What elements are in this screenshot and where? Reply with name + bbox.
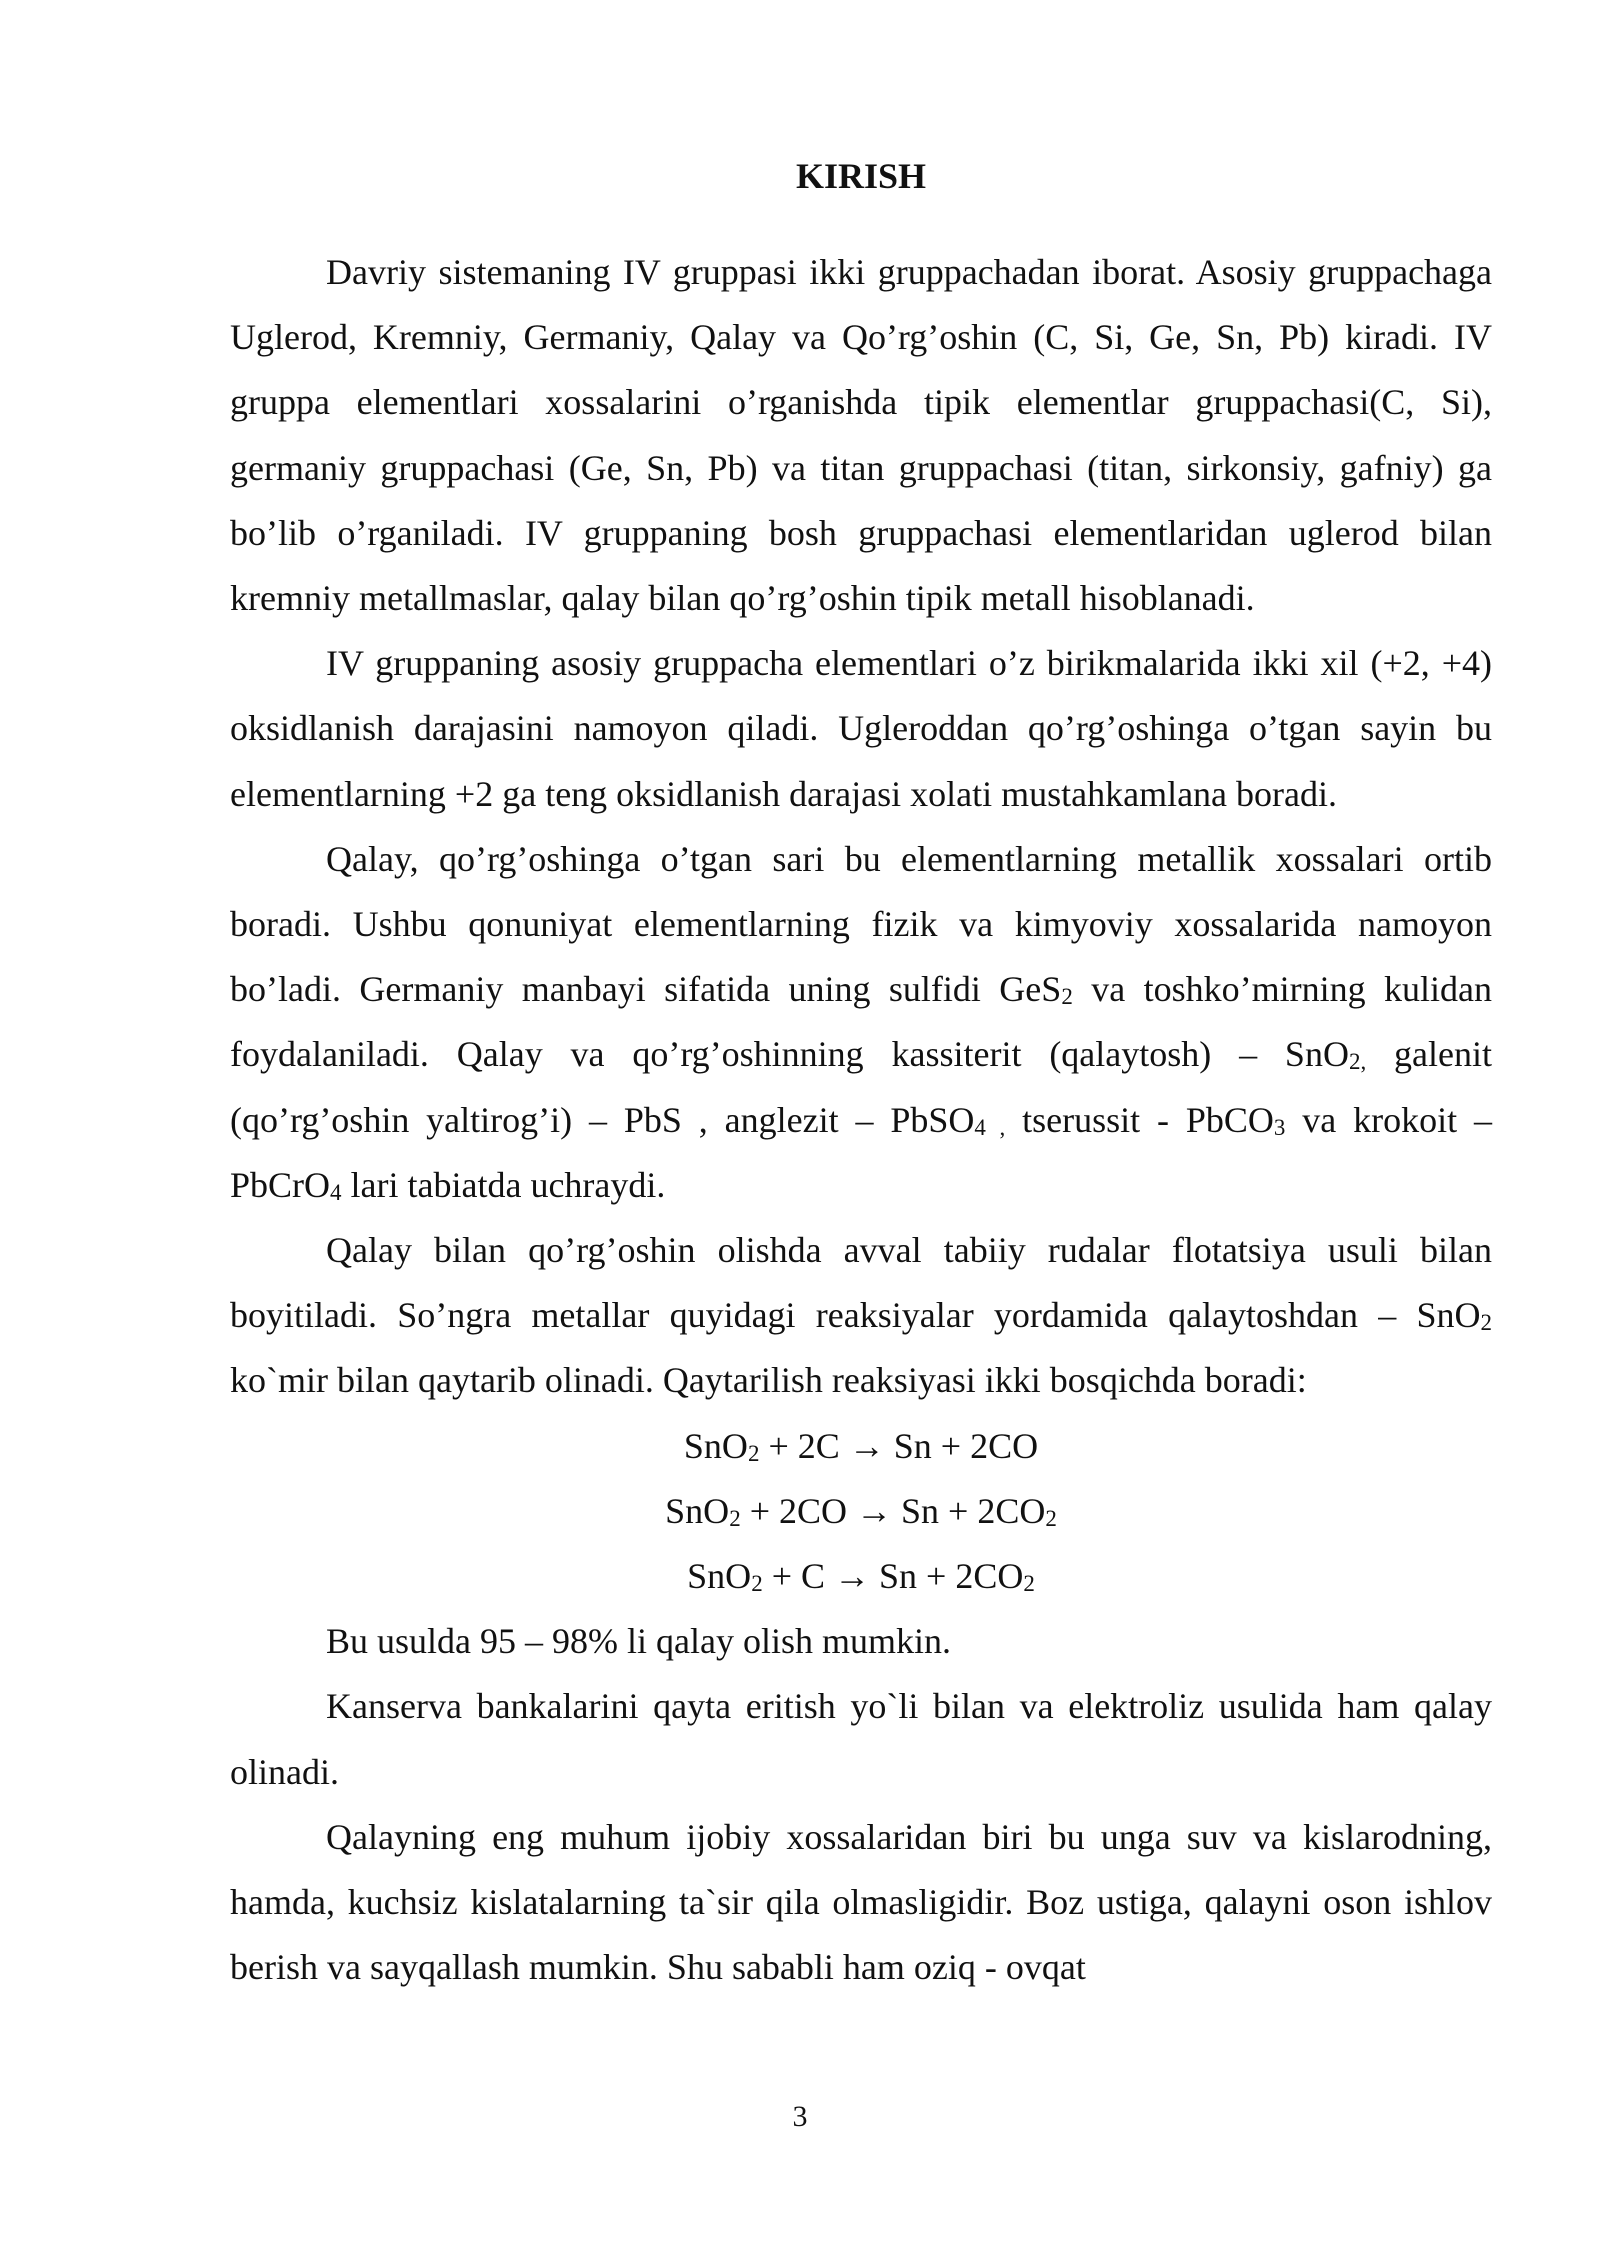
paragraph-6: Kanserva bankalarini qayta eritish yo`li bilan va elektroliz usulida ham qalay olinadi. [230, 1686, 1492, 1792]
paragraph-3 [230, 827, 1492, 1218]
equation-part: SnO [665, 1490, 730, 1531]
paragraph-7: Qalayning eng muhum ijobiy xossalaridan biri bu unga suv va kislarodning, hamda, kuchsiz kislatalarning ta`sir qila olmasligidir. Boz ustiga, qalayni oson ishlov berish va sayqallash mumkin. Shu sababli ham oziq - ovqat [230, 1816, 1492, 1988]
paragraph-3-text-1: Qalay, qo’rg’oshinga o’tgan sari bu elementlarning metallik xossalari ortib boradi. Ushbu qonuniyat elementlarning fizik va kimyoviy xossalarida namoyon bo’ladi. Germaniy manbayi sifatida uning sulfidi GeS [230, 838, 1492, 1010]
equation-part: SnO [687, 1556, 752, 1597]
subscript: 3 [1273, 1114, 1286, 1140]
paragraph-3-text-5: va krokoit – PbCrO [230, 1099, 1492, 1205]
equation-part: + 2CO → Sn + 2CO [740, 1490, 1046, 1531]
paragraph-3-text-3: galenit (qo’rg’oshin yaltirog’i) – PbS , anglezit – PbSO [230, 1034, 1492, 1140]
paragraph-4 [230, 1218, 1492, 1414]
subscript: 2 [729, 1505, 741, 1531]
paragraph-5: Bu usulda 95 – 98% li qalay olish mumkin. [326, 1621, 951, 1662]
subscript: 4 , [974, 1114, 1006, 1140]
paragraph-3-text-4: tserussit - PbCO [1005, 1099, 1274, 1140]
equation-3 [230, 1544, 1492, 1609]
equation-part: SnO [683, 1425, 748, 1466]
page-number: 3 [792, 2100, 808, 2133]
equation-2 [230, 1479, 1492, 1544]
subscript: 2 [747, 1440, 760, 1466]
equation-1 [230, 1414, 1492, 1479]
paragraph-1: Davriy sistemaning IV gruppasi ikki gruppachadan iborat. Asosiy gruppachaga Uglerod, Kremniy, Germaniy, Qalay va Qo’rg’oshin (C, Si, Ge, Sn, Pb) kiradi. IV gruppa elementlari xossalarini o’rganishda tipik elementlar gruppachasi(C, Si), germaniy gruppachasi (Ge, Sn, Pb) va titan gruppachasi (titan, sirkonsiy, gafniy) ga bo’lib o’rganiladi. IV gruppaning bosh gruppachasi elementlaridan uglerod bilan kremniy metallmaslar, qalay bilan qo’rg’oshin tipik metall hisoblanadi. [230, 252, 1492, 619]
subscript: 2 [1061, 984, 1073, 1010]
paragraph-4-text-1: Qalay bilan qo’rg’oshin olishda avval tabiiy rudalar flotatsiya usuli bilan boyitiladi. So’ngra metallar quyidagi reaksiyalar yordamida qalaytoshdan – SnO [230, 1230, 1492, 1336]
subscript: 2 [1045, 1505, 1057, 1531]
subscript: 2 [751, 1571, 763, 1597]
equation-part: + C → Sn + 2CO [762, 1556, 1024, 1597]
subscript: 2 [1480, 1310, 1492, 1336]
subscript: 2, [1348, 1049, 1367, 1075]
paragraph-3-text-6: lari tabiatda uchraydi. [341, 1164, 666, 1205]
document-body [230, 148, 1492, 2000]
equation-part: + 2C → Sn + 2CO [759, 1425, 1039, 1466]
subscript: 2 [1023, 1571, 1035, 1597]
page-title: KIRISH [795, 156, 927, 196]
paragraph-4-text-2: ko`mir bilan qaytarib olinadi. Qaytarilish reaksiyasi ikki bosqichda boradi: [230, 1360, 1307, 1401]
paragraph-3-text-2: va toshko’mirning kulidan foydalaniladi. Qalay va qo’rg’oshinning kassiterit (qalaytosh) – SnO [230, 969, 1492, 1075]
paragraph-2: IV gruppaning asosiy gruppacha elementlari o’z birikmalarida ikki xil (+2, +4) oksidlanish darajasini namoyon qiladi. Ugleroddan qo’rg’oshinga o’tgan sayin bu elementlarning +2 ga teng oksidlanish darajasi xolati mustahkamlana boradi. [230, 643, 1492, 814]
subscript: 4 [330, 1179, 342, 1205]
